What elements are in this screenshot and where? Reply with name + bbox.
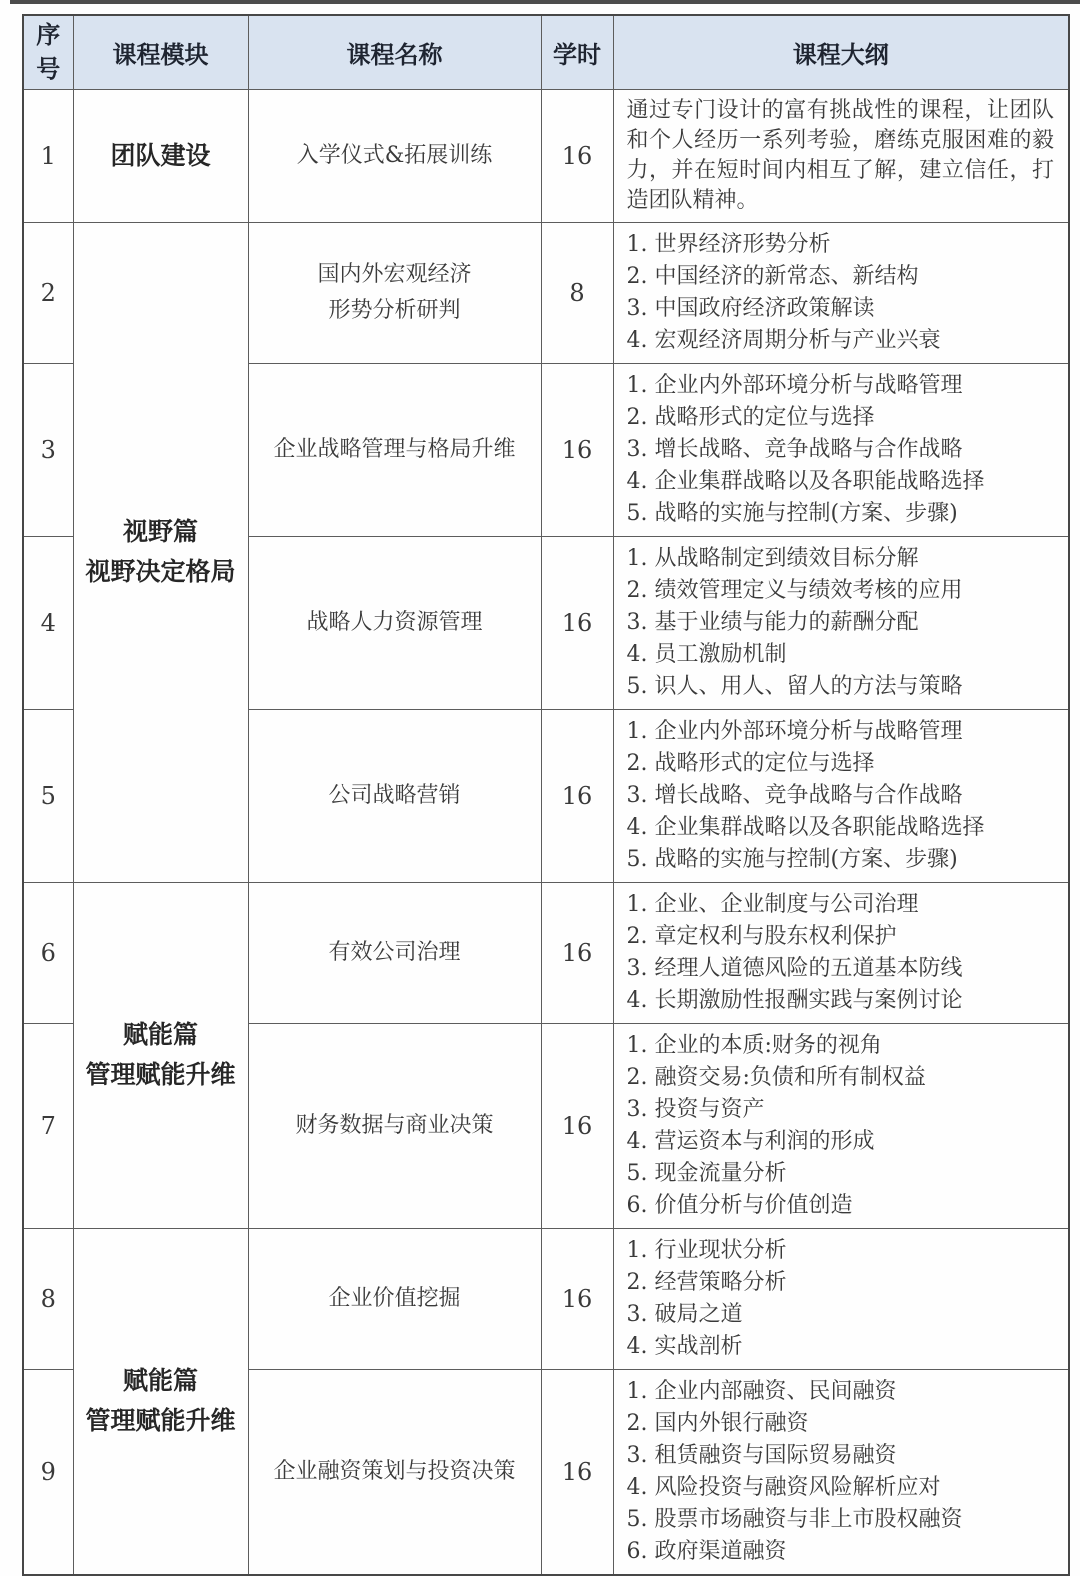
course-name-cell: 企业价值挖掘 xyxy=(248,1228,541,1369)
top-divider-bar xyxy=(10,0,1080,4)
curriculum-table xyxy=(22,14,1070,1576)
hours-cell: 16 xyxy=(541,1369,613,1575)
table-body xyxy=(23,89,1069,1575)
row-number-cell: 5 xyxy=(23,709,73,882)
course-module-cell: 视野篇 视野决定格局 xyxy=(73,222,248,882)
course-module-cell: 团队建设 xyxy=(73,89,248,222)
course-name-cell: 企业融资策划与投资决策 xyxy=(248,1369,541,1575)
row-number-cell: 7 xyxy=(23,1023,73,1228)
table-row xyxy=(23,882,1069,1023)
row-number-cell: 8 xyxy=(23,1228,73,1369)
course-outline-cell: 1. 从战略制定到绩效目标分解 2. 绩效管理定义与绩效考核的应用 3. 基于业绩与能力的薪酬分配 4. 员工激励机制 5. 识人、用人、留人的方法与策略 xyxy=(613,536,1069,709)
hours-cell: 16 xyxy=(541,1023,613,1228)
course-name-cell: 战略人力资源管理 xyxy=(248,536,541,709)
header-row-number: 序号 xyxy=(23,15,73,89)
row-number-cell: 3 xyxy=(23,363,73,536)
table-row xyxy=(23,89,1069,222)
course-outline-cell: 1. 企业、企业制度与公司治理 2. 章定权利与股东权利保护 3. 经理人道德风险的五道基本防线 4. 长期激励性报酬实践与案例讨论 xyxy=(613,882,1069,1023)
course-name-cell: 国内外宏观经济 形势分析研判 xyxy=(248,222,541,363)
header-row xyxy=(23,15,1069,89)
table-row xyxy=(23,222,1069,363)
hours-cell: 8 xyxy=(541,222,613,363)
course-outline-cell: 1. 企业的本质:财务的视角 2. 融资交易:负债和所有制权益 3. 投资与资产 4. 营运资本与利润的形成 5. 现金流量分析 6. 价值分析与价值创造 xyxy=(613,1023,1069,1228)
row-number-cell: 1 xyxy=(23,89,73,222)
course-outline-cell: 1. 行业现状分析 2. 经营策略分析 3. 破局之道 4. 实战剖析 xyxy=(613,1228,1069,1369)
row-number-cell: 9 xyxy=(23,1369,73,1575)
hours-cell: 16 xyxy=(541,363,613,536)
hours-cell: 16 xyxy=(541,536,613,709)
course-outline-cell: 1. 企业内外部环境分析与战略管理 2. 战略形式的定位与选择 3. 增长战略、竞争战略与合作战略 4. 企业集群战略以及各职能战略选择 5. 战略的实施与控制(方案、步骤) xyxy=(613,709,1069,882)
hours-cell: 16 xyxy=(541,89,613,222)
course-outline-cell: 1. 企业内外部环境分析与战略管理 2. 战略形式的定位与选择 3. 增长战略、竞争战略与合作战略 4. 企业集群战略以及各职能战略选择 5. 战略的实施与控制(方案、步骤) xyxy=(613,363,1069,536)
course-module-cell: 赋能篇 管理赋能升维 xyxy=(73,1228,248,1575)
course-name-cell: 有效公司治理 xyxy=(248,882,541,1023)
table-row xyxy=(23,1228,1069,1369)
hours-cell: 16 xyxy=(541,1228,613,1369)
row-number-cell: 6 xyxy=(23,882,73,1023)
header-course-outline: 课程大纲 xyxy=(613,15,1069,89)
course-name-cell: 入学仪式&拓展训练 xyxy=(248,89,541,222)
header-course-name: 课程名称 xyxy=(248,15,541,89)
header-hours: 学时 xyxy=(541,15,613,89)
header-course-module: 课程模块 xyxy=(73,15,248,89)
course-name-cell: 公司战略营销 xyxy=(248,709,541,882)
table-header xyxy=(23,15,1069,89)
hours-cell: 16 xyxy=(541,882,613,1023)
course-name-cell: 企业战略管理与格局升维 xyxy=(248,363,541,536)
hours-cell: 16 xyxy=(541,709,613,882)
row-number-cell: 2 xyxy=(23,222,73,363)
course-outline-cell: 1. 世界经济形势分析 2. 中国经济的新常态、新结构 3. 中国政府经济政策解读 4. 宏观经济周期分析与产业兴衰 xyxy=(613,222,1069,363)
course-name-cell: 财务数据与商业决策 xyxy=(248,1023,541,1228)
course-outline-cell: 1. 企业内部融资、民间融资 2. 国内外银行融资 3. 租赁融资与国际贸易融资 4. 风险投资与融资风险解析应对 5. 股票市场融资与非上市股权融资 6. 政府渠道融资 xyxy=(613,1369,1069,1575)
row-number-cell: 4 xyxy=(23,536,73,709)
course-module-cell: 赋能篇 管理赋能升维 xyxy=(73,882,248,1228)
course-outline-cell: 通过专门设计的富有挑战性的课程，让团队和个人经历一系列考验，磨练克服困难的毅力，并在短时间内相互了解，建立信任，打造团队精神。 xyxy=(613,89,1069,222)
